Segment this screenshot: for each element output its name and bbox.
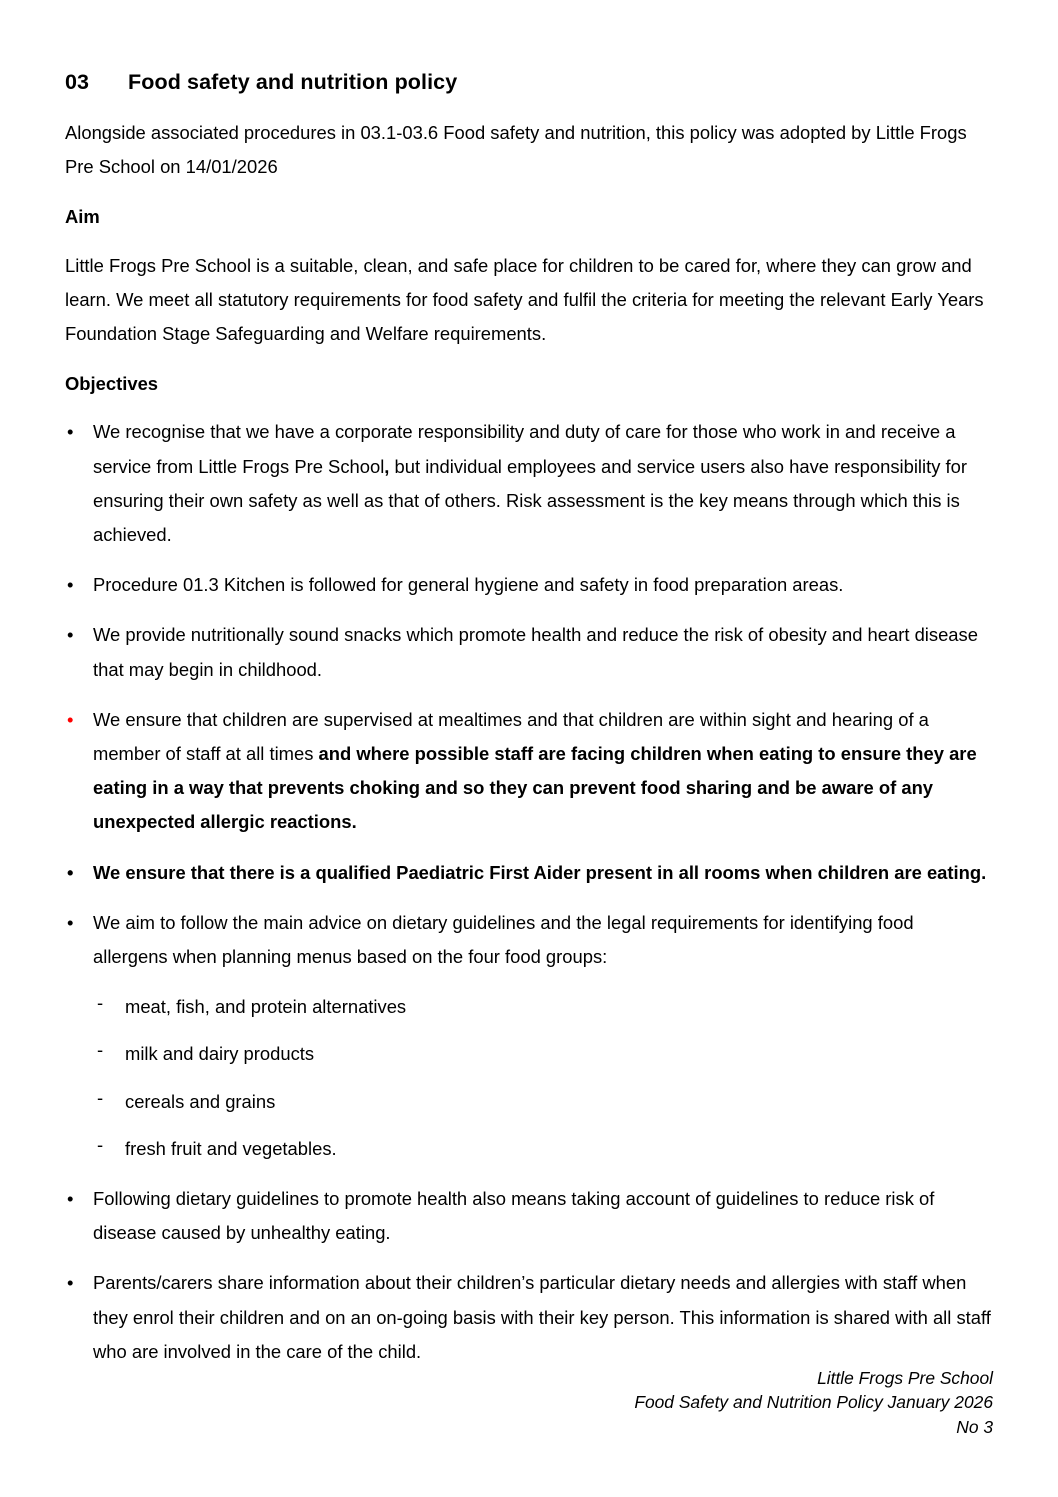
list-item xyxy=(65,990,993,1024)
bullet-marker-icon-red: • xyxy=(67,708,74,730)
list-item xyxy=(65,1085,993,1119)
dash-marker-icon: - xyxy=(97,992,104,1014)
bullet-marker-icon: • xyxy=(67,574,74,596)
list-item-text-part1: We ensure that children are supervised at mealtimes and that children are within sight and hearing of a member of staff at all times xyxy=(93,708,929,765)
list-item-text: cereals and grains xyxy=(125,1090,276,1112)
page-footer xyxy=(634,1366,993,1440)
bullet-marker-icon: • xyxy=(67,624,74,646)
list-item xyxy=(65,1037,993,1071)
food-groups-list xyxy=(65,990,993,1166)
list-item-text-bold: , xyxy=(384,455,390,477)
list-item-text-part2: but individual employees and service users also have responsibility for ensuring their own safety as well as that of others. Risk assessment is the key means through which this is achieved. xyxy=(93,455,967,546)
list-item xyxy=(65,1182,993,1250)
list-item xyxy=(65,618,993,686)
bullet-marker-icon: • xyxy=(67,861,74,883)
dash-marker-icon: - xyxy=(97,1086,104,1108)
list-item-text: meat, fish, and protein alternatives xyxy=(125,996,407,1018)
footer-line-policy: Food Safety and Nutrition Policy January 2026 xyxy=(634,1392,993,1412)
list-item xyxy=(65,415,993,552)
intro-paragraph: Alongside associated procedures in 03.1-03.6 Food safety and nutrition, this policy was adopted by Little Frogs Pre School on 14/01/2026 xyxy=(65,122,967,178)
page-title xyxy=(65,68,993,96)
aim-paragraph: Little Frogs Pre School is a suitable, clean, and safe place for children to be cared for, where they can grow and learn. We meet all statutory requirements for food safety and fulfil the criteria for meeting the relevant Early Years Foundation Stage Safeguarding and Welfare requirements. xyxy=(65,254,984,345)
page-title-text: Food safety and nutrition policy xyxy=(128,70,458,94)
dash-marker-icon: - xyxy=(97,1039,104,1061)
bullet-marker-icon: • xyxy=(67,1272,74,1294)
list-item xyxy=(65,1132,993,1166)
aim-heading: Aim xyxy=(65,206,100,228)
document-content xyxy=(65,68,993,1385)
list-item-text-part1: We recognise that we have a corporate responsibility and duty of care for those who work in and receive a service from Little Frogs Pre School xyxy=(93,421,956,477)
objectives-list-continued xyxy=(65,1182,993,1369)
list-item-text: We aim to follow the main advice on dietary guidelines and the legal requirements for identifying food allergens when planning menus based on the four food groups: xyxy=(93,911,914,968)
list-item-text: Following dietary guidelines to promote health also means taking account of guidelines to reduce risk of disease caused by unhealthy eating. xyxy=(93,1188,935,1244)
footer-line-number: No 3 xyxy=(956,1416,993,1437)
list-item-text: Procedure 01.3 Kitchen is followed for general hygiene and safety in food preparation areas. xyxy=(93,574,844,596)
list-item xyxy=(65,568,993,602)
list-item-text: We provide nutritionally sound snacks which promote health and reduce the risk of obesity and heart disease that may begin in childhood. xyxy=(93,624,978,680)
bullet-marker-icon: • xyxy=(67,1188,74,1210)
list-item-text-bold: and where possible staff are facing children when eating to ensure they are eating in a way that prevents choking and so they can prevent food sharing and be aware of any unexpected allergic reactions. xyxy=(93,743,977,833)
footer-line-school: Little Frogs Pre School xyxy=(817,1367,993,1388)
list-item-text: Parents/carers share information about their children’s particular dietary needs and allergies with staff when they enrol their children and on an on-going basis with their key person. This information is shared with all staff who are involved in the care of the child. xyxy=(93,1272,991,1362)
page-title-number: 03 xyxy=(65,70,90,94)
list-item xyxy=(65,906,993,974)
list-item xyxy=(65,856,993,890)
objectives-heading: Objectives xyxy=(65,373,159,395)
list-item-text: We ensure that there is a qualified Paediatric First Aider present in all rooms when children are eating. xyxy=(93,861,987,883)
list-item xyxy=(65,1266,993,1369)
objectives-list xyxy=(65,415,993,974)
bullet-marker-icon: • xyxy=(67,911,74,933)
list-item-text: fresh fruit and vegetables. xyxy=(125,1137,337,1159)
list-item-highlighted xyxy=(65,703,993,840)
bullet-marker-icon: • xyxy=(67,421,74,443)
dash-marker-icon: - xyxy=(97,1133,104,1155)
list-item-text: milk and dairy products xyxy=(125,1043,315,1065)
